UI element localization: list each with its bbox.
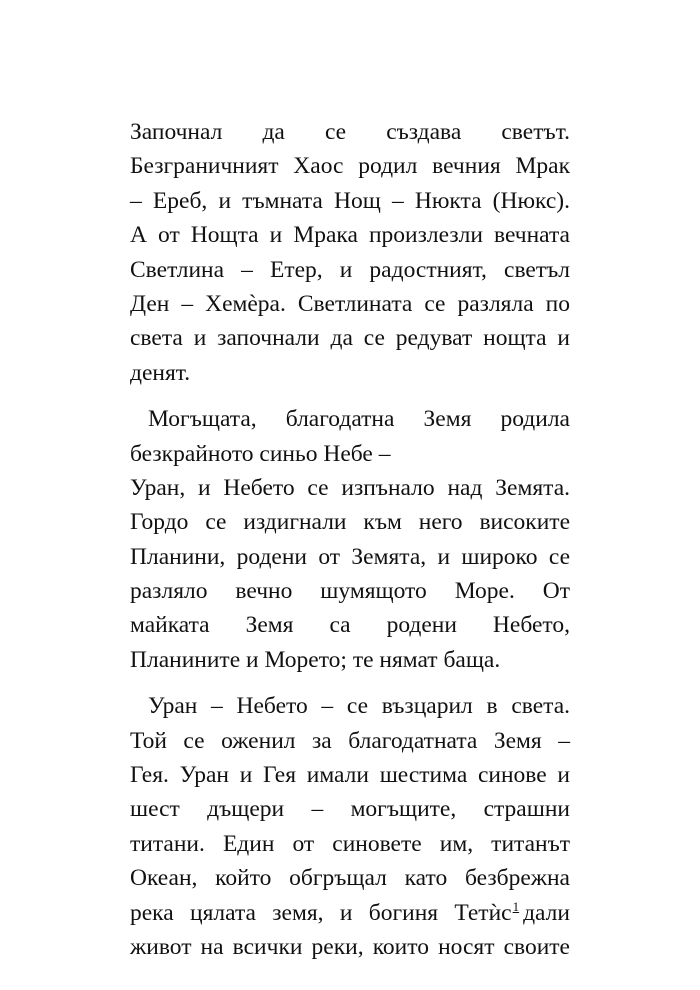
page-text (130, 115, 570, 964)
text-line: А от Нощта и Мрака произлезли вечната (130, 222, 570, 249)
text-line-with-footnote (130, 896, 570, 930)
text-line: света и започнали да се редуват нощта и (130, 325, 570, 352)
text-line: безкрайното синьо Небе – (130, 440, 391, 467)
text-line: Започнал да се създава светът. (130, 119, 570, 145)
paragraph-1 (130, 115, 570, 390)
text-line: Могъщата, благодатна Земя родила (148, 406, 570, 433)
text-line: Ден – Хемѐра. Светлината се разляла по (130, 290, 570, 317)
text-line: Светлина – Етер, и радостният, светъл (130, 256, 570, 283)
footnote-link[interactable]: 1 (512, 898, 520, 914)
text-line: – Ереб, и тъмната Нощ – Нюкта (Нюкс). (130, 187, 570, 214)
text-line: шест дъщери – могъщите, страшни (130, 796, 570, 823)
text-line: Океан, който обгръщал като безбрежна (130, 865, 570, 892)
text-fragment: река цялата земя, и богиня Тетѝс (130, 899, 512, 926)
text-line: Гея. Уран и Гея имали шестима синове и (130, 762, 570, 789)
paragraph-2 (130, 402, 570, 677)
text-line: Безграничният Хаос родил вечния Мрак (130, 153, 570, 180)
text-line: денят. (130, 359, 191, 386)
text-line: Планините и Морето; те нямат баща. (130, 646, 501, 673)
text-fragment: дали (523, 899, 570, 926)
text-line: Уран, и Небето се изпънало над Земята. (130, 474, 570, 501)
text-line: майката Земя са родени Небето, (130, 612, 570, 639)
text-line: Уран – Небето – се възцарил в света. (148, 693, 570, 720)
text-line: живот на всички реки, които носят своите (130, 933, 570, 960)
text-line: разляло вечно шумящото Море. От (130, 578, 570, 605)
text-line: Планини, родени от Земята, и широко се (130, 543, 570, 570)
text-line: титани. Един от синовете им, титанът (130, 830, 570, 857)
text-line: Гордо се издигнали към него високите (130, 509, 570, 536)
paragraph-3 (130, 689, 570, 964)
text-line: Той се оженил за благодатната Земя – (130, 727, 570, 754)
